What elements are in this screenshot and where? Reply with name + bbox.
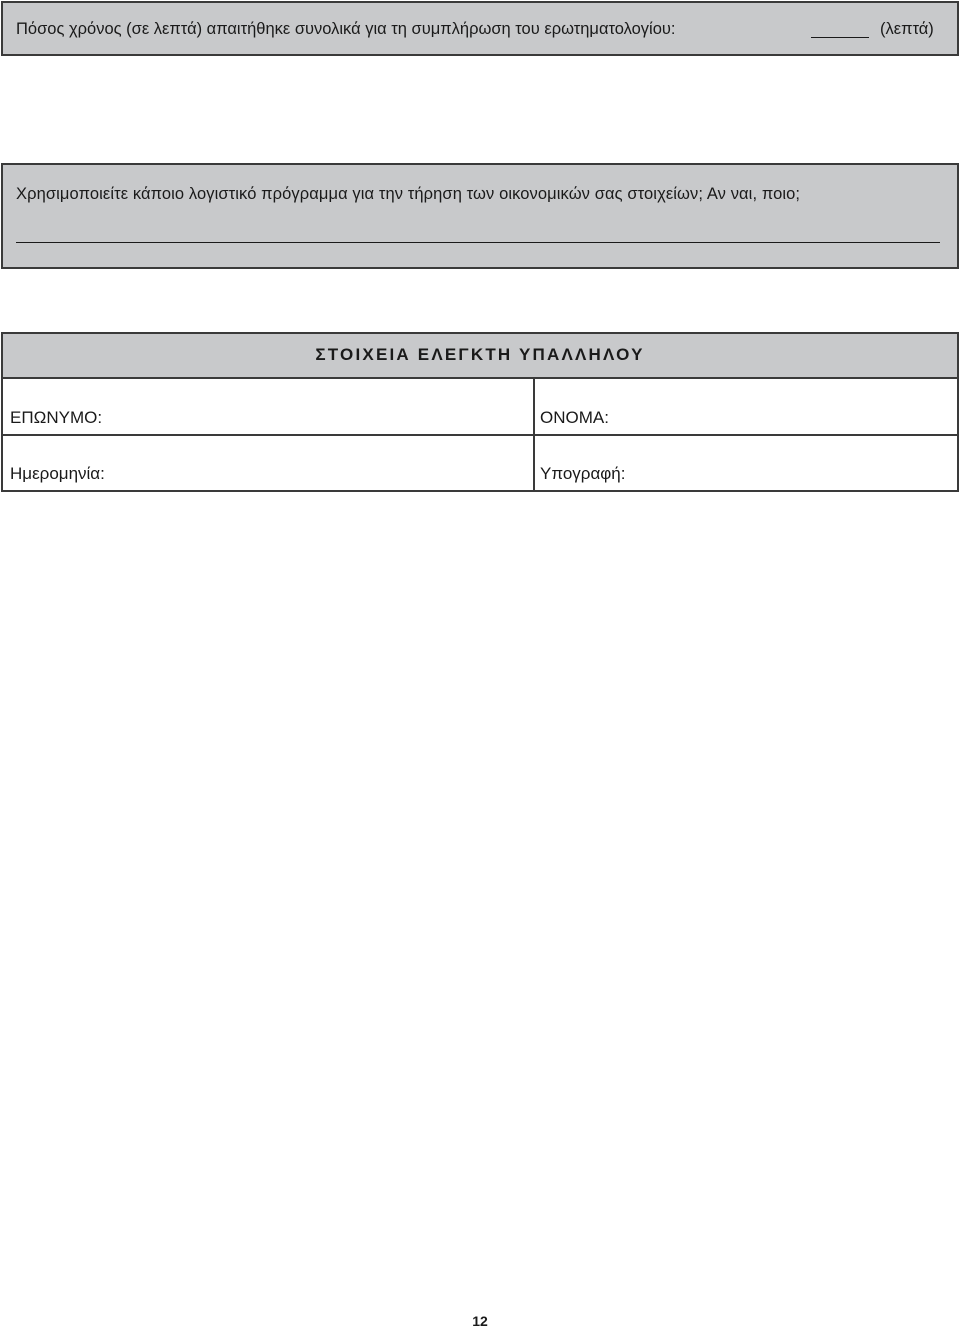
inspector-details-header [3, 334, 957, 379]
surname-field-label[interactable]: ΕΠΩΝΥΜΟ: [10, 408, 103, 427]
page-number: 12 [472, 1313, 488, 1329]
row-divider [3, 434, 957, 436]
accounting-software-question-box [1, 163, 959, 269]
name-field-label[interactable]: ΟΝΟΜΑ: [540, 408, 609, 427]
date-field-label[interactable]: Ημερομηνία: [10, 464, 105, 483]
completion-time-answer-blank[interactable] [811, 37, 869, 38]
accounting-software-answer-line[interactable] [16, 242, 940, 243]
accounting-software-question-text: Χρησιμοποιείτε κάποιο λογιστικό πρόγραμμα για την τήρηση των οικονομικών σας στοιχείων; Αν ναι, ποιο; [16, 185, 801, 203]
inspector-details-table [1, 332, 959, 492]
completion-time-question-text: Πόσος χρόνος (σε λεπτά) απαιτήθηκε συνολικά για τη συμπλήρωση του ερωτηματολογίου: [16, 20, 676, 38]
completion-time-question-box [1, 1, 959, 56]
signature-field-label[interactable]: Υπογραφή: [540, 464, 626, 483]
inspector-details-title: ΣΤΟΙΧΕΙΑ ΕΛΕΓΚΤΗ ΥΠΑΛΛΗΛΟΥ [315, 345, 645, 364]
completion-time-unit: (λεπτά) [880, 20, 934, 38]
